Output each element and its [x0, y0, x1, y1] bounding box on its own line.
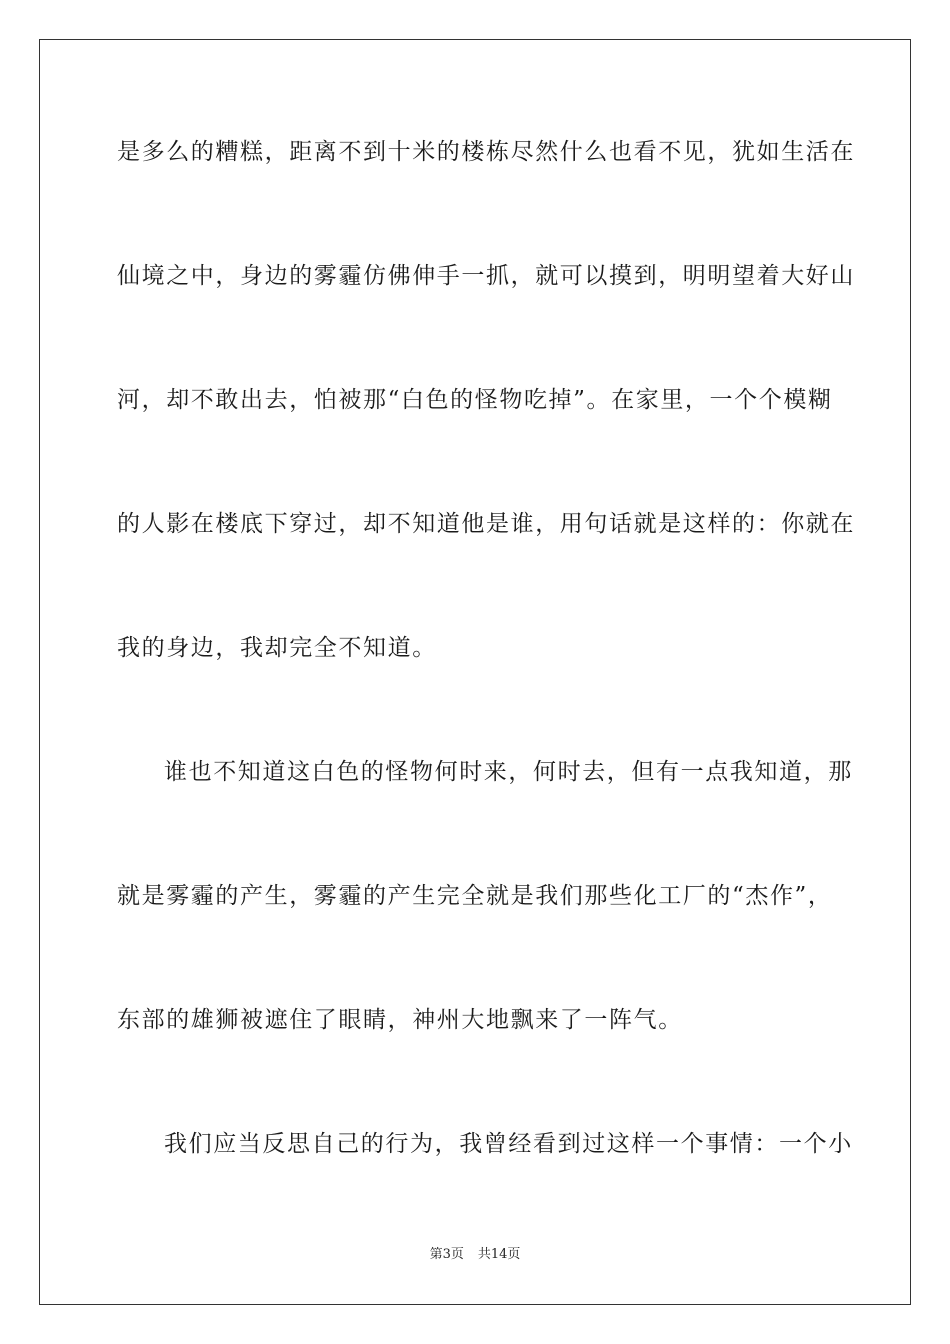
paragraph-first-line: 谁也不知道这白色的怪物何时来，何时去，但有一点我知道，那: [164, 759, 853, 785]
body-text-line: 我的身边，我却完全不知道。: [117, 635, 437, 661]
total-pages: 共14页: [477, 1247, 521, 1262]
body-text-line: 是多么的糟糕，距离不到十米的楼栋尽然什么也看不见，犹如生活在: [117, 139, 855, 165]
page-footer: [0, 1246, 950, 1264]
paragraph-first-line: 我们应当反思自己的行为，我曾经看到过这样一个事情：一个小: [164, 1131, 853, 1157]
body-text-line: 河，却不敢出去，怕被那“白色的怪物吃掉”。在家里，一个个模糊: [117, 387, 833, 413]
page-border: [39, 39, 911, 1305]
body-text-line: 就是雾霾的产生，雾霾的产生完全就是我们那些化工厂的“杰作”，: [117, 883, 833, 909]
body-text-line: 东部的雄狮被遮住了眼睛，神州大地飘来了一阵气。: [117, 1007, 683, 1033]
body-text-line: 的人影在楼底下穿过，却不知道他是谁，用句话就是这样的：你就在: [117, 511, 855, 537]
body-text-line: 仙境之中，身边的雾霾仿佛伸手一抓，就可以摸到，明明望着大好山: [117, 263, 855, 289]
page-number: 第3页: [429, 1247, 464, 1262]
